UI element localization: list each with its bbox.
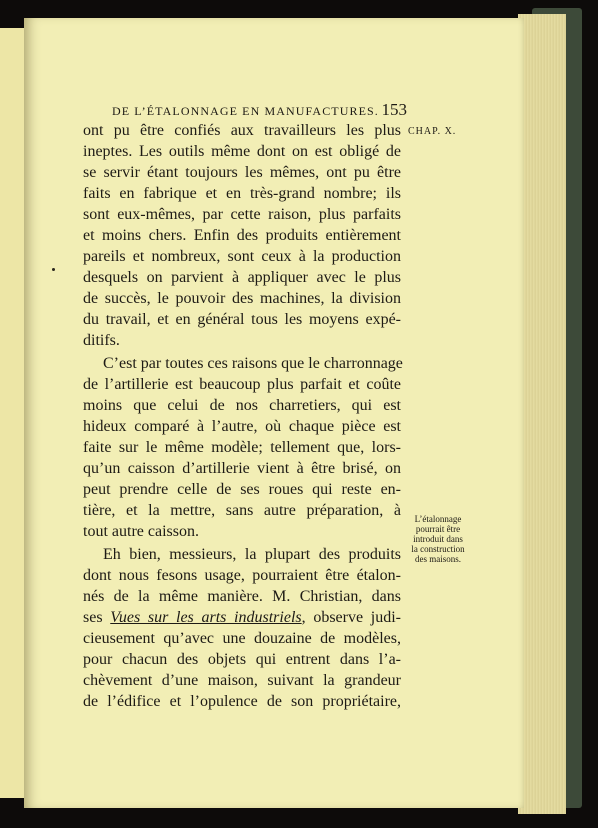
- margin-chapter-label: CHAP. X.: [408, 126, 457, 137]
- text-line: de l’édifice et l’opulence de son propriétaire,: [83, 693, 401, 710]
- text-line: ses Vues sur les arts industriels, observe judi-: [83, 609, 401, 626]
- running-head: [112, 101, 407, 123]
- text-line: dont nous fesons usage, pourraient être étalon-: [83, 567, 401, 584]
- text-line: tière, et la mettre, sans autre préparation, à: [83, 502, 401, 519]
- text-line: hideux comparé à l’autre, où chaque pièce est: [83, 418, 401, 435]
- text-line: de l’artillerie est beaucoup plus parfait et coûte: [83, 376, 401, 393]
- left-page-edge: [0, 28, 26, 798]
- text-line: peut prendre celle de ses roues qui reste en-: [83, 481, 401, 498]
- margin-note-line: des maisons.: [415, 554, 461, 564]
- text-line: se servir étant toujours les mêmes, ont pu être: [83, 164, 401, 181]
- text-line: moins que celui de nos charretiers, qui est: [83, 397, 401, 414]
- page-stack-edges: [518, 14, 566, 814]
- text-line: de succès, le pouvoir des machines, la division: [83, 290, 401, 307]
- margin-note-line: la construction: [411, 544, 465, 554]
- text-line: cieusement qu’avec une douzaine de modèles,: [83, 630, 401, 647]
- text-line: tout autre caisson.: [83, 523, 199, 540]
- margin-note-line: introduit dans: [413, 534, 463, 544]
- text-line: ineptes. Les outils même dont on est obligé de: [83, 143, 401, 160]
- text-line: desquels on parvient à appliquer avec le plus: [83, 269, 401, 286]
- text-line: ditifs.: [83, 332, 120, 349]
- text-line: Eh bien, messieurs, la plupart des produits: [103, 546, 401, 563]
- text-line: et moins chers. Enfin des produits entièrement: [83, 227, 401, 244]
- text-line: C’est par toutes ces raisons que le charronnage: [103, 355, 403, 372]
- text-line: faite sur le même modèle; tellement que, lors-: [83, 439, 401, 456]
- text-line: pour chacun des objets qui entrent dans l’a-: [83, 651, 401, 668]
- margin-note-line: L’étalonnage: [414, 514, 462, 524]
- text-line: ont pu être confiés aux travailleurs les plus: [83, 122, 401, 139]
- text-line: qu’un caisson d’artillerie vient à être brisé, on: [83, 460, 401, 477]
- text-line: nés de la même manière. M. Christian, dans: [83, 588, 401, 605]
- text-line: pareils et nombreux, sont ceux à la production: [83, 248, 401, 265]
- text-line: sont eux-mêmes, par cette raison, plus parfaits: [83, 206, 401, 223]
- book-title-italic: Vues sur les arts industriels: [110, 609, 302, 626]
- margin-note-line: pourrait être: [415, 524, 461, 534]
- ink-speck: [52, 268, 55, 271]
- text-line: du travail, et en général tous les moyens expé-: [83, 311, 401, 328]
- page-number: 153: [381, 100, 407, 119]
- text-line: faits en fabrique et en très-grand nombre; ils: [83, 185, 401, 202]
- running-head-title: DE L’ÉTALONNAGE EN MANUFACTURES.: [112, 104, 379, 118]
- text-line: chèvement d’une maison, suivant la grandeur: [83, 672, 401, 689]
